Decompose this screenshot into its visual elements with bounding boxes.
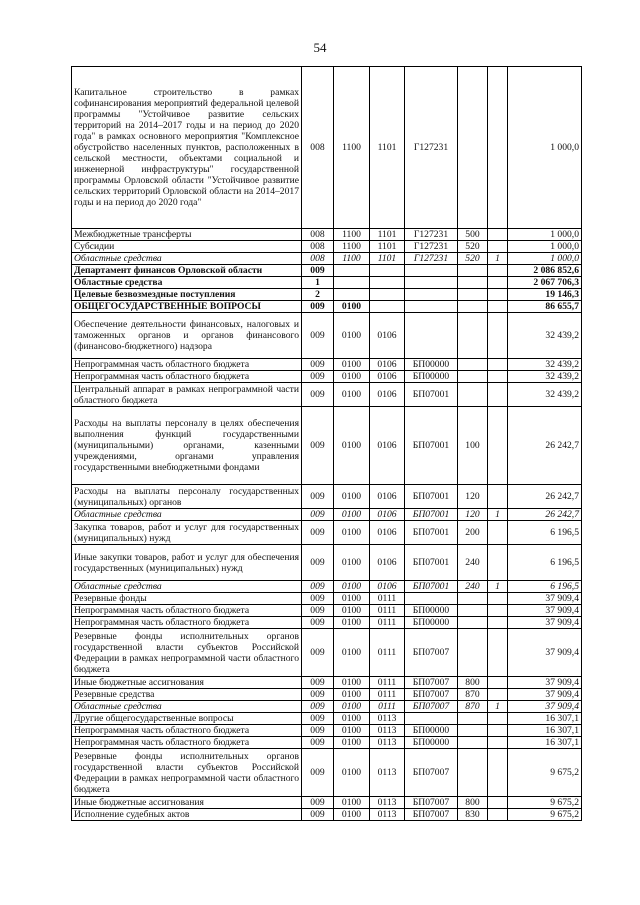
row-name: Субсидии (72, 241, 302, 253)
cell-code: 009 (302, 593, 334, 605)
cell-vr: 520 (458, 253, 488, 265)
cell-amount: 26 242,7 (508, 485, 582, 509)
row-name: Областные средства (72, 509, 302, 521)
cell-amount: 26 242,7 (508, 509, 582, 521)
cell-source (488, 241, 508, 253)
cell-section: 0100 (334, 809, 370, 821)
budget-table-body (72, 67, 582, 821)
row-name: Целевые безвозмездные поступления (72, 289, 302, 301)
cell-amount: 37 909,4 (508, 617, 582, 629)
cell-amount: 32 439,2 (508, 359, 582, 371)
cell-section: 0100 (334, 383, 370, 407)
table-row (72, 545, 582, 581)
cell-code: 1 (302, 277, 334, 289)
cell-target: БП07001 (405, 407, 458, 485)
cell-amount: 37 909,4 (508, 629, 582, 677)
cell-target: БП00000 (405, 737, 458, 749)
cell-section: 0100 (334, 509, 370, 521)
cell-source (488, 485, 508, 509)
cell-code: 009 (302, 605, 334, 617)
cell-subsection: 1101 (370, 229, 405, 241)
cell-source (488, 797, 508, 809)
cell-amount: 32 439,2 (508, 383, 582, 407)
cell-section: 0100 (334, 713, 370, 725)
cell-section (334, 289, 370, 301)
cell-code: 009 (302, 383, 334, 407)
cell-section: 0100 (334, 359, 370, 371)
cell-section: 0100 (334, 581, 370, 593)
cell-vr (458, 313, 488, 359)
cell-code: 008 (302, 241, 334, 253)
cell-section: 0100 (334, 301, 370, 313)
cell-vr: 120 (458, 485, 488, 509)
cell-section: 0100 (334, 371, 370, 383)
cell-target: Г127231 (405, 229, 458, 241)
cell-subsection: 0111 (370, 617, 405, 629)
table-row (72, 265, 582, 277)
cell-code: 009 (302, 617, 334, 629)
cell-vr: 800 (458, 677, 488, 689)
table-row (72, 581, 582, 593)
cell-subsection: 0111 (370, 677, 405, 689)
cell-section (334, 265, 370, 277)
cell-subsection: 0106 (370, 581, 405, 593)
cell-amount: 16 307,1 (508, 737, 582, 749)
table-row (72, 253, 582, 265)
cell-code: 009 (302, 725, 334, 737)
cell-source (488, 737, 508, 749)
cell-code: 009 (302, 371, 334, 383)
cell-amount: 1 000,0 (508, 67, 582, 229)
cell-vr: 100 (458, 407, 488, 485)
cell-code: 008 (302, 67, 334, 229)
cell-source (488, 371, 508, 383)
cell-subsection: 0106 (370, 359, 405, 371)
cell-amount: 6 196,5 (508, 581, 582, 593)
cell-code: 009 (302, 485, 334, 509)
cell-amount: 2 086 852,6 (508, 265, 582, 277)
cell-subsection: 1101 (370, 67, 405, 229)
row-name: Областные средства (72, 701, 302, 713)
table-row (72, 689, 582, 701)
cell-target: БП00000 (405, 617, 458, 629)
cell-source (488, 713, 508, 725)
cell-target: БП00000 (405, 359, 458, 371)
cell-subsection: 0113 (370, 749, 405, 797)
cell-vr (458, 629, 488, 677)
cell-section: 0100 (334, 701, 370, 713)
row-name: Резервные средства (72, 689, 302, 701)
row-name: Иные бюджетные ассигнования (72, 677, 302, 689)
cell-source (488, 521, 508, 545)
cell-subsection (370, 301, 405, 313)
row-name: Департамент финансов Орловской области (72, 265, 302, 277)
cell-section: 0100 (334, 407, 370, 485)
cell-section: 0100 (334, 797, 370, 809)
cell-source (488, 725, 508, 737)
cell-subsection: 1101 (370, 253, 405, 265)
table-row (72, 359, 582, 371)
row-name: Непрограммная часть областного бюджета (72, 617, 302, 629)
row-name: Областные средства (72, 253, 302, 265)
row-name: Областные средства (72, 277, 302, 289)
cell-source (488, 749, 508, 797)
cell-target: БП00000 (405, 371, 458, 383)
cell-target: БП07007 (405, 701, 458, 713)
cell-section: 0100 (334, 313, 370, 359)
cell-section: 0100 (334, 593, 370, 605)
cell-vr (458, 749, 488, 797)
cell-amount: 37 909,4 (508, 677, 582, 689)
cell-section: 0100 (334, 485, 370, 509)
cell-target: БП07007 (405, 677, 458, 689)
cell-vr: 800 (458, 797, 488, 809)
table-row (72, 809, 582, 821)
table-row (72, 241, 582, 253)
cell-vr (458, 383, 488, 407)
cell-subsection: 0106 (370, 313, 405, 359)
table-row (72, 485, 582, 509)
table-row (72, 701, 582, 713)
table-row (72, 301, 582, 313)
cell-code: 009 (302, 629, 334, 677)
cell-amount: 9 675,2 (508, 797, 582, 809)
cell-code: 009 (302, 737, 334, 749)
cell-amount: 32 439,2 (508, 313, 582, 359)
table-row (72, 509, 582, 521)
cell-amount: 1 000,0 (508, 241, 582, 253)
row-name: Расходы на выплаты персоналу в целях обеспечения выполнения функций государственными (муниципальными) органами, казенными учреждениями, органами управления государственными внебюджетными фондами (72, 407, 302, 485)
cell-target (405, 265, 458, 277)
cell-section: 0100 (334, 725, 370, 737)
cell-amount: 9 675,2 (508, 749, 582, 797)
cell-subsection: 0113 (370, 725, 405, 737)
table-row (72, 617, 582, 629)
row-name: Иные закупки товаров, работ и услуг для обеспечения государственных (муниципальных) нужд (72, 545, 302, 581)
row-name: Непрограммная часть областного бюджета (72, 359, 302, 371)
cell-target (405, 313, 458, 359)
cell-target: БП00000 (405, 605, 458, 617)
row-name: Обеспечение деятельности финансовых, налоговых и таможенных органов и органов финансового (финансово-бюджетного) надзора (72, 313, 302, 359)
row-name: Областные средства (72, 581, 302, 593)
cell-vr (458, 289, 488, 301)
cell-code: 009 (302, 809, 334, 821)
cell-vr (458, 67, 488, 229)
cell-code: 009 (302, 509, 334, 521)
table-row (72, 725, 582, 737)
cell-target: БП07007 (405, 689, 458, 701)
cell-code: 009 (302, 407, 334, 485)
table-row (72, 371, 582, 383)
row-name: Резервные фонды исполнительных органов государственной власти субъектов Российской Федерации в рамках непрограммной части областного бюджета (72, 629, 302, 677)
budget-table (71, 66, 582, 821)
cell-source (488, 67, 508, 229)
table-row (72, 677, 582, 689)
table-row (72, 383, 582, 407)
cell-subsection: 0113 (370, 713, 405, 725)
cell-subsection: 1101 (370, 241, 405, 253)
cell-vr (458, 265, 488, 277)
table-row (72, 67, 582, 229)
cell-target: Г127231 (405, 241, 458, 253)
cell-source: 1 (488, 509, 508, 521)
cell-subsection: 0111 (370, 593, 405, 605)
cell-subsection (370, 289, 405, 301)
cell-code: 009 (302, 689, 334, 701)
cell-amount: 2 067 706,3 (508, 277, 582, 289)
cell-target: БП07007 (405, 809, 458, 821)
table-row (72, 521, 582, 545)
cell-target: Г127231 (405, 253, 458, 265)
cell-amount: 26 242,7 (508, 407, 582, 485)
cell-vr: 240 (458, 545, 488, 581)
cell-source (488, 359, 508, 371)
cell-vr (458, 713, 488, 725)
cell-vr: 520 (458, 241, 488, 253)
row-name: Непрограммная часть областного бюджета (72, 737, 302, 749)
cell-amount: 9 675,2 (508, 809, 582, 821)
cell-section: 1100 (334, 67, 370, 229)
cell-target: БП07001 (405, 521, 458, 545)
cell-target (405, 301, 458, 313)
cell-amount: 32 439,2 (508, 371, 582, 383)
cell-vr: 500 (458, 229, 488, 241)
cell-vr: 870 (458, 689, 488, 701)
cell-source (488, 301, 508, 313)
table-row (72, 593, 582, 605)
cell-target (405, 277, 458, 289)
cell-target: БП07007 (405, 629, 458, 677)
cell-target: БП07007 (405, 797, 458, 809)
table-row (72, 737, 582, 749)
cell-vr: 870 (458, 701, 488, 713)
row-name: Расходы на выплаты персоналу государственных (муниципальных) органов (72, 485, 302, 509)
cell-code: 009 (302, 749, 334, 797)
cell-vr (458, 617, 488, 629)
row-name: Резервные фонды исполнительных органов государственной власти субъектов Российской Федерации в рамках непрограммной части областного бюджета (72, 749, 302, 797)
cell-vr (458, 371, 488, 383)
cell-code: 2 (302, 289, 334, 301)
row-name: Капитальное строительство в рамках софинансирования мероприятий федеральной целевой программы "Устойчивое развитие сельских территорий на 2014–2017 годы и на период до 2020 года" в рамках основного мероприятия "Комплексное обустройство населенных пунктов, расположенных в сельской местности, объектами социальной и инженерной инфраструктуры" государственной программы Орловской области "Устойчивое развитие сельских территорий Орловской области на 2014–2017 годы и на период до 2020 года" (72, 67, 302, 229)
cell-subsection: 0106 (370, 521, 405, 545)
cell-code: 009 (302, 545, 334, 581)
cell-vr (458, 593, 488, 605)
cell-vr: 200 (458, 521, 488, 545)
cell-subsection: 0111 (370, 701, 405, 713)
row-name: Другие общегосударственные вопросы (72, 713, 302, 725)
cell-subsection: 0113 (370, 809, 405, 821)
cell-source (488, 265, 508, 277)
table-row (72, 713, 582, 725)
cell-subsection: 0111 (370, 605, 405, 617)
row-name: Непрограммная часть областного бюджета (72, 725, 302, 737)
row-name: ОБЩЕГОСУДАРСТВЕННЫЕ ВОПРОСЫ (72, 301, 302, 313)
row-name: Резервные фонды (72, 593, 302, 605)
cell-target: БП07001 (405, 383, 458, 407)
cell-source (488, 617, 508, 629)
cell-source (488, 383, 508, 407)
cell-section: 0100 (334, 521, 370, 545)
cell-section: 0100 (334, 689, 370, 701)
cell-code: 009 (302, 581, 334, 593)
cell-target: БП07001 (405, 485, 458, 509)
cell-source (488, 229, 508, 241)
cell-subsection (370, 265, 405, 277)
cell-source (488, 407, 508, 485)
cell-target: Г127231 (405, 67, 458, 229)
table-row (72, 797, 582, 809)
cell-target (405, 713, 458, 725)
table-row (72, 229, 582, 241)
cell-subsection: 0106 (370, 485, 405, 509)
cell-source (488, 545, 508, 581)
cell-target: БП07007 (405, 749, 458, 797)
cell-amount: 6 196,5 (508, 545, 582, 581)
cell-subsection: 0111 (370, 689, 405, 701)
cell-subsection: 0111 (370, 629, 405, 677)
cell-section: 0100 (334, 737, 370, 749)
cell-code: 009 (302, 797, 334, 809)
cell-source: 1 (488, 253, 508, 265)
cell-source (488, 629, 508, 677)
cell-subsection: 0106 (370, 545, 405, 581)
cell-amount: 16 307,1 (508, 725, 582, 737)
cell-code: 009 (302, 677, 334, 689)
cell-vr: 120 (458, 509, 488, 521)
row-name: Центральный аппарат в рамках непрограммной части областного бюджета (72, 383, 302, 407)
cell-source (488, 809, 508, 821)
cell-vr (458, 359, 488, 371)
cell-vr: 240 (458, 581, 488, 593)
cell-code: 009 (302, 265, 334, 277)
cell-amount: 37 909,4 (508, 605, 582, 617)
cell-amount: 16 307,1 (508, 713, 582, 725)
cell-code: 008 (302, 253, 334, 265)
cell-source (488, 677, 508, 689)
cell-target: БП07001 (405, 545, 458, 581)
cell-section: 0100 (334, 605, 370, 617)
cell-amount: 6 196,5 (508, 521, 582, 545)
cell-source: 1 (488, 701, 508, 713)
cell-amount: 37 909,4 (508, 593, 582, 605)
cell-subsection: 0106 (370, 509, 405, 521)
cell-source (488, 593, 508, 605)
table-row (72, 277, 582, 289)
cell-source (488, 313, 508, 359)
cell-section: 1100 (334, 253, 370, 265)
cell-amount: 37 909,4 (508, 701, 582, 713)
cell-target: БП07001 (405, 581, 458, 593)
cell-subsection: 0113 (370, 797, 405, 809)
row-name: Иные бюджетные ассигнования (72, 797, 302, 809)
cell-code: 009 (302, 713, 334, 725)
cell-target: БП00000 (405, 725, 458, 737)
cell-source: 1 (488, 581, 508, 593)
cell-subsection: 0106 (370, 407, 405, 485)
cell-section: 1100 (334, 229, 370, 241)
cell-vr (458, 301, 488, 313)
cell-section: 0100 (334, 545, 370, 581)
cell-section: 1100 (334, 241, 370, 253)
row-name: Закупка товаров, работ и услуг для государственных (муниципальных) нужд (72, 521, 302, 545)
cell-amount: 86 655,7 (508, 301, 582, 313)
cell-vr (458, 725, 488, 737)
cell-code: 009 (302, 313, 334, 359)
cell-subsection: 0106 (370, 371, 405, 383)
table-row (72, 313, 582, 359)
cell-section: 0100 (334, 677, 370, 689)
table-row (72, 605, 582, 617)
cell-code: 009 (302, 701, 334, 713)
cell-vr (458, 277, 488, 289)
table-row (72, 289, 582, 301)
cell-vr: 830 (458, 809, 488, 821)
cell-code: 008 (302, 229, 334, 241)
cell-amount: 1 000,0 (508, 253, 582, 265)
cell-subsection: 0113 (370, 737, 405, 749)
cell-target: БП07001 (405, 509, 458, 521)
table-row (72, 629, 582, 677)
cell-subsection: 0106 (370, 383, 405, 407)
page-number: 54 (313, 40, 327, 55)
cell-vr (458, 737, 488, 749)
row-name: Непрограммная часть областного бюджета (72, 605, 302, 617)
cell-amount: 19 146,3 (508, 289, 582, 301)
cell-amount: 37 909,4 (508, 689, 582, 701)
cell-target (405, 289, 458, 301)
cell-section (334, 277, 370, 289)
cell-subsection (370, 277, 405, 289)
cell-vr (458, 605, 488, 617)
cell-code: 009 (302, 301, 334, 313)
cell-amount: 1 000,0 (508, 229, 582, 241)
cell-code: 009 (302, 359, 334, 371)
cell-target (405, 593, 458, 605)
table-row (72, 749, 582, 797)
row-name: Межбюджетные трансферты (72, 229, 302, 241)
row-name: Непрограммная часть областного бюджета (72, 371, 302, 383)
row-name: Исполнение судебных актов (72, 809, 302, 821)
cell-section: 0100 (334, 617, 370, 629)
cell-source (488, 605, 508, 617)
cell-source (488, 277, 508, 289)
cell-code: 009 (302, 521, 334, 545)
cell-source (488, 689, 508, 701)
cell-source (488, 289, 508, 301)
cell-section: 0100 (334, 749, 370, 797)
table-row (72, 407, 582, 485)
cell-section: 0100 (334, 629, 370, 677)
